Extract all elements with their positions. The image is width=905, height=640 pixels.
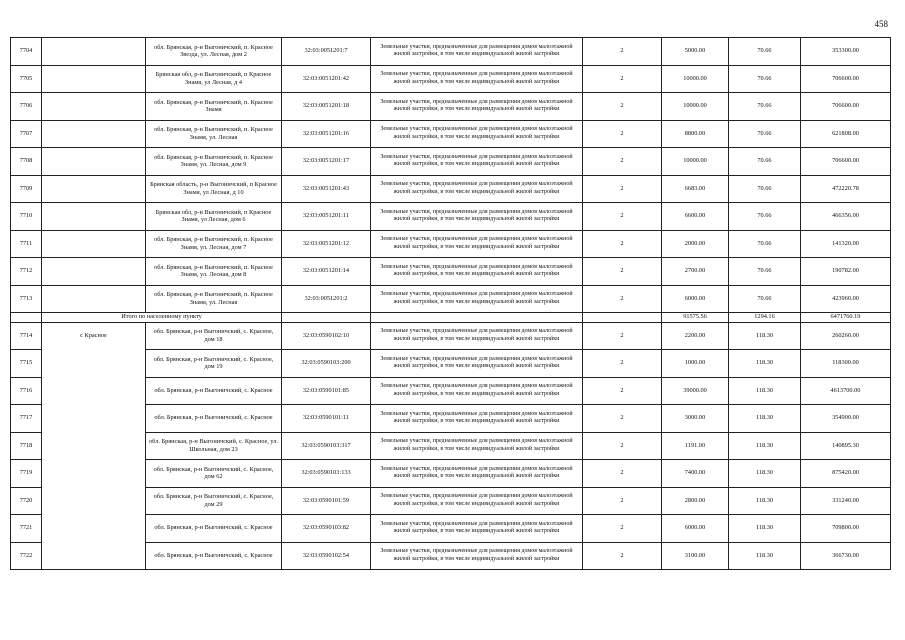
area-cell: 3100.00 <box>662 542 729 570</box>
settlement-cell <box>42 203 146 231</box>
address-cell: Брянская обл, р-н Выгоничский, п Красное Знамя, ул Лесная, д 4 <box>146 65 282 93</box>
specific-value-cell: 70.66 <box>729 203 801 231</box>
cadastral-number-cell: 32:03:0590103:317 <box>282 432 371 460</box>
specific-value-cell: 70.66 <box>729 65 801 93</box>
area-cell: 1000.00 <box>662 350 729 378</box>
cadastral-value-cell: 706600.00 <box>801 148 891 176</box>
group-code-cell: 2 <box>583 322 662 350</box>
row-number: 7706 <box>11 93 42 121</box>
group-code-cell: 2 <box>583 405 662 433</box>
land-purpose-cell: Земельные участки, предназначенные для размещения домов малоэтажной жилой застройки, в том числе индивидуальной жилой застройки <box>371 148 583 176</box>
group-code-cell: 2 <box>583 230 662 258</box>
cadastral-value-cell: 466356.00 <box>801 203 891 231</box>
total-empty-cell <box>583 313 662 323</box>
row-number: 7715 <box>11 350 42 378</box>
area-cell: 2700.00 <box>662 258 729 286</box>
specific-value-cell: 70.66 <box>729 258 801 286</box>
address-cell: обл. Брянская, р-н Выгоничский, с. Красное, дом 18 <box>146 322 282 350</box>
cadastral-number-cell: 32:03:0590103:82 <box>282 515 371 543</box>
settlement-cell <box>42 460 146 488</box>
address-cell: обл. Брянская, р-н Выгоничский, с. Красное, ул. Школьная, дом 23 <box>146 432 282 460</box>
address-cell: обл. Брянская, р-н Выгоничский, с. Красное <box>146 542 282 570</box>
settlement-cell <box>42 65 146 93</box>
cadastral-number-cell: 32:03:0590101:11 <box>282 405 371 433</box>
specific-value-cell: 118.30 <box>729 460 801 488</box>
address-cell: Брянская обл, р-н Выгоничский, п Красное Знамя, ул Лесная, дом 6 <box>146 203 282 231</box>
cadastral-value-cell: 706600.00 <box>801 65 891 93</box>
area-cell: 10000.00 <box>662 148 729 176</box>
cadastral-value-table <box>10 37 891 570</box>
specific-value-cell: 118.30 <box>729 542 801 570</box>
settlement-cell <box>42 542 146 570</box>
cadastral-number-cell: 32:03:0590101:85 <box>282 377 371 405</box>
settlement-name: с Красное <box>42 322 146 350</box>
cadastral-number-cell: 32:03:0051201:2 <box>282 285 371 313</box>
row-number: 7704 <box>11 38 42 66</box>
cadastral-number-cell: 32:03:0051201:11 <box>282 203 371 231</box>
total-label: Итого по населенному пункту <box>42 313 282 323</box>
settlement-cell <box>42 93 146 121</box>
specific-value-cell: 118.30 <box>729 377 801 405</box>
settlement-cell <box>42 350 146 378</box>
specific-value-cell: 70.66 <box>729 93 801 121</box>
land-purpose-cell: Земельные участки, предназначенные для размещения домов малоэтажной жилой застройки, в том числе индивидуальной жилой застройки <box>371 432 583 460</box>
row-number: 7712 <box>11 258 42 286</box>
table-row <box>11 175 891 203</box>
land-purpose-cell: Земельные участки, предназначенные для размещения домов малоэтажной жилой застройки, в том числе индивидуальной жилой застройки <box>371 322 583 350</box>
total-row <box>11 313 891 323</box>
area-cell: 5000.00 <box>662 38 729 66</box>
address-cell: обл. Брянская, р-н Выгоничский, п. Красное Знамя, ул. Лесная, дом 8 <box>146 258 282 286</box>
group-code-cell: 2 <box>583 515 662 543</box>
cadastral-number-cell: 32:03:0051201:12 <box>282 230 371 258</box>
cadastral-number-cell: 32:03:0051201:16 <box>282 120 371 148</box>
land-purpose-cell: Земельные участки, предназначенные для размещения домов малоэтажной жилой застройки, в том числе индивидуальной жилой застройки <box>371 377 583 405</box>
cadastral-value-cell: 353300.00 <box>801 38 891 66</box>
table-row <box>11 515 891 543</box>
settlement-cell <box>42 377 146 405</box>
land-purpose-cell: Земельные участки, предназначенные для размещения домов малоэтажной жилой застройки, в том числе индивидуальной жилой застройки <box>371 65 583 93</box>
table-row <box>11 432 891 460</box>
area-cell: 2800.00 <box>662 487 729 515</box>
land-purpose-cell: Земельные участки, предназначенные для размещения домов малоэтажной жилой застройки, в том числе индивидуальной жилой застройки <box>371 175 583 203</box>
table-row <box>11 230 891 258</box>
row-number: 7711 <box>11 230 42 258</box>
row-number: 7710 <box>11 203 42 231</box>
cadastral-value-cell: 4613700.00 <box>801 377 891 405</box>
area-cell: 3000.00 <box>662 405 729 433</box>
cadastral-value-cell: 141320.00 <box>801 230 891 258</box>
settlement-cell <box>42 148 146 176</box>
address-cell: обл. Брянская, р-н Выгоничский, с. Красное, дом 19 <box>146 350 282 378</box>
address-cell: обл. Брянская, р-н Выгоничский, с. Красное <box>146 515 282 543</box>
group-code-cell: 2 <box>583 285 662 313</box>
group-code-cell: 2 <box>583 258 662 286</box>
row-number: 7714 <box>11 322 42 350</box>
specific-value-cell: 70.66 <box>729 230 801 258</box>
group-code-cell: 2 <box>583 65 662 93</box>
address-cell: обл. Брянская, р-н Выгоничский, с. Красное, дом 29 <box>146 487 282 515</box>
cadastral-number-cell: 32:03:0590103:133 <box>282 460 371 488</box>
specific-value-cell: 118.30 <box>729 350 801 378</box>
cadastral-value-cell: 190782.00 <box>801 258 891 286</box>
row-number: 7721 <box>11 515 42 543</box>
group-code-cell: 2 <box>583 377 662 405</box>
settlement-cell <box>42 285 146 313</box>
group-code-cell: 2 <box>583 432 662 460</box>
total-empty-cell <box>11 313 42 323</box>
cadastral-value-cell: 140895.30 <box>801 432 891 460</box>
row-number: 7705 <box>11 65 42 93</box>
land-purpose-cell: Земельные участки, предназначенные для размещения домов малоэтажной жилой застройки, в том числе индивидуальной жилой застройки <box>371 515 583 543</box>
table-row <box>11 65 891 93</box>
cadastral-number-cell: 32:03:0051201:17 <box>282 148 371 176</box>
address-cell: обл. Брянская, р-н Выгоничский, п. Красное Звезда, ул. Лесная, дом 2 <box>146 38 282 66</box>
land-purpose-cell: Земельные участки, предназначенные для размещения домов малоэтажной жилой застройки, в том числе индивидуальной жилой застройки <box>371 460 583 488</box>
land-purpose-cell: Земельные участки, предназначенные для размещения домов малоэтажной жилой застройки, в том числе индивидуальной жилой застройки <box>371 38 583 66</box>
specific-value-cell: 70.66 <box>729 148 801 176</box>
area-cell: 39000.00 <box>662 377 729 405</box>
cadastral-number-cell: 32:03:0590101:59 <box>282 487 371 515</box>
settlement-cell <box>42 405 146 433</box>
area-cell: 2000.00 <box>662 230 729 258</box>
settlement-cell <box>42 38 146 66</box>
cadastral-value-cell: 875420.00 <box>801 460 891 488</box>
specific-value-cell: 70.66 <box>729 175 801 203</box>
address-cell: обл. Брянская, р-н Выгоничский, п. Красное Знамя, ул. Лесная, дом 9 <box>146 148 282 176</box>
land-purpose-cell: Земельные участки, предназначенные для размещения домов малоэтажной жилой застройки, в том числе индивидуальной жилой застройки <box>371 93 583 121</box>
area-cell: 8800.00 <box>662 120 729 148</box>
group-code-cell: 2 <box>583 148 662 176</box>
specific-value-cell: 118.30 <box>729 322 801 350</box>
land-purpose-cell: Земельные участки, предназначенные для размещения домов малоэтажной жилой застройки, в том числе индивидуальной жилой застройки <box>371 258 583 286</box>
total-specific-value: 1294.16 <box>729 313 801 323</box>
cadastral-number-cell: 32:03:0590102:54 <box>282 542 371 570</box>
land-purpose-cell: Земельные участки, предназначенные для размещения домов малоэтажной жилой застройки, в том числе индивидуальной жилой застройки <box>371 350 583 378</box>
area-cell: 2200.00 <box>662 322 729 350</box>
table-row <box>11 285 891 313</box>
row-number: 7719 <box>11 460 42 488</box>
cadastral-number-cell: 32:03:0051201:42 <box>282 65 371 93</box>
land-purpose-cell: Земельные участки, предназначенные для размещения домов малоэтажной жилой застройки, в том числе индивидуальной жилой застройки <box>371 120 583 148</box>
page-number: 458 <box>874 19 888 29</box>
address-cell: обл. Брянская, р-н Выгоничский, п. Красное Знамя, ул. Лесная, дом 7 <box>146 230 282 258</box>
land-purpose-cell: Земельные участки, предназначенные для размещения домов малоэтажной жилой застройки, в том числе индивидуальной жилой застройки <box>371 230 583 258</box>
group-code-cell: 2 <box>583 460 662 488</box>
row-number: 7717 <box>11 405 42 433</box>
land-purpose-cell: Земельные участки, предназначенные для размещения домов малоэтажной жилой застройки, в том числе индивидуальной жилой застройки <box>371 405 583 433</box>
address-cell: обл. Брянская, р-н Выгоничский, п. Красное Знамя, ул. Лесная <box>146 285 282 313</box>
group-code-cell: 2 <box>583 93 662 121</box>
row-number: 7722 <box>11 542 42 570</box>
address-cell: Брянская область, р-н Выгоничский, п Красное Знамя, ул Лесная, д 10 <box>146 175 282 203</box>
area-cell: 1191.00 <box>662 432 729 460</box>
row-number: 7718 <box>11 432 42 460</box>
table-row <box>11 258 891 286</box>
table-row <box>11 38 891 66</box>
address-cell: обл. Брянская, р-н Выгоничский, с. Красное <box>146 377 282 405</box>
settlement-cell <box>42 175 146 203</box>
specific-value-cell: 70.66 <box>729 120 801 148</box>
table-row <box>11 542 891 570</box>
specific-value-cell: 118.30 <box>729 487 801 515</box>
total-empty-cell <box>371 313 583 323</box>
cadastral-value-cell: 472220.78 <box>801 175 891 203</box>
table-row <box>11 93 891 121</box>
settlement-cell <box>42 120 146 148</box>
row-number: 7707 <box>11 120 42 148</box>
row-number: 7713 <box>11 285 42 313</box>
group-code-cell: 2 <box>583 487 662 515</box>
address-cell: обл. Брянская, р-н Выгоничский, п. Красное Знамя, ул. Лесная <box>146 120 282 148</box>
cadastral-value-cell: 366730.00 <box>801 542 891 570</box>
row-number: 7708 <box>11 148 42 176</box>
cadastral-value-cell: 354900.00 <box>801 405 891 433</box>
land-purpose-cell: Земельные участки, предназначенные для размещения домов малоэтажной жилой застройки, в том числе индивидуальной жилой застройки <box>371 285 583 313</box>
table-row <box>11 120 891 148</box>
group-code-cell: 2 <box>583 120 662 148</box>
specific-value-cell: 118.30 <box>729 515 801 543</box>
area-cell: 10000.00 <box>662 65 729 93</box>
table-row <box>11 487 891 515</box>
table-row <box>11 377 891 405</box>
table-row <box>11 350 891 378</box>
table-row <box>11 405 891 433</box>
settlement-cell <box>42 258 146 286</box>
table-row <box>11 322 891 350</box>
specific-value-cell: 70.66 <box>729 285 801 313</box>
group-code-cell: 2 <box>583 175 662 203</box>
table-row <box>11 148 891 176</box>
row-number: 7709 <box>11 175 42 203</box>
row-number: 7720 <box>11 487 42 515</box>
settlement-cell <box>42 432 146 460</box>
cadastral-number-cell: 32:03:0051201:7 <box>282 38 371 66</box>
land-purpose-cell: Земельные участки, предназначенные для размещения домов малоэтажной жилой застройки, в том числе индивидуальной жилой застройки <box>371 203 583 231</box>
area-cell: 6000.00 <box>662 515 729 543</box>
total-cadastral-value: 6471760.19 <box>801 313 891 323</box>
area-cell: 6000.00 <box>662 285 729 313</box>
settlement-cell <box>42 515 146 543</box>
area-cell: 7400.00 <box>662 460 729 488</box>
cadastral-value-cell: 706600.00 <box>801 93 891 121</box>
settlement-cell <box>42 487 146 515</box>
specific-value-cell: 70.66 <box>729 38 801 66</box>
specific-value-cell: 118.30 <box>729 405 801 433</box>
area-cell: 6683.00 <box>662 175 729 203</box>
settlement-cell <box>42 230 146 258</box>
cadastral-number-cell: 32:03:0051201:18 <box>282 93 371 121</box>
cadastral-value-cell: 621808.00 <box>801 120 891 148</box>
total-area: 91575.56 <box>662 313 729 323</box>
address-cell: обл. Брянская, р-н Выгоничский, с. Красное <box>146 405 282 433</box>
group-code-cell: 2 <box>583 203 662 231</box>
table-row <box>11 460 891 488</box>
cadastral-number-cell: 32:03:0590102:10 <box>282 322 371 350</box>
row-number: 7716 <box>11 377 42 405</box>
cadastral-value-cell: 260260.00 <box>801 322 891 350</box>
group-code-cell: 2 <box>583 542 662 570</box>
cadastral-number-cell: 32:03:0051201:14 <box>282 258 371 286</box>
address-cell: обл. Брянская, р-н Выгоничский, п. Красное Знамя <box>146 93 282 121</box>
address-cell: обл. Брянская, р-н Выгоничский, с. Красное, дом 62 <box>146 460 282 488</box>
table-row <box>11 203 891 231</box>
group-code-cell: 2 <box>583 350 662 378</box>
cadastral-number-cell: 32:03:0051201:43 <box>282 175 371 203</box>
cadastral-value-cell: 331240.00 <box>801 487 891 515</box>
cadastral-value-cell: 709800.00 <box>801 515 891 543</box>
cadastral-number-cell: 32:03:0590103:200 <box>282 350 371 378</box>
land-purpose-cell: Земельные участки, предназначенные для размещения домов малоэтажной жилой застройки, в том числе индивидуальной жилой застройки <box>371 487 583 515</box>
cadastral-value-cell: 423960.00 <box>801 285 891 313</box>
cadastral-value-cell: 118300.00 <box>801 350 891 378</box>
area-cell: 10000.00 <box>662 93 729 121</box>
specific-value-cell: 118.30 <box>729 432 801 460</box>
group-code-cell: 2 <box>583 38 662 66</box>
area-cell: 6600.00 <box>662 203 729 231</box>
land-purpose-cell: Земельные участки, предназначенные для размещения домов малоэтажной жилой застройки, в том числе индивидуальной жилой застройки <box>371 542 583 570</box>
total-empty-cell <box>282 313 371 323</box>
